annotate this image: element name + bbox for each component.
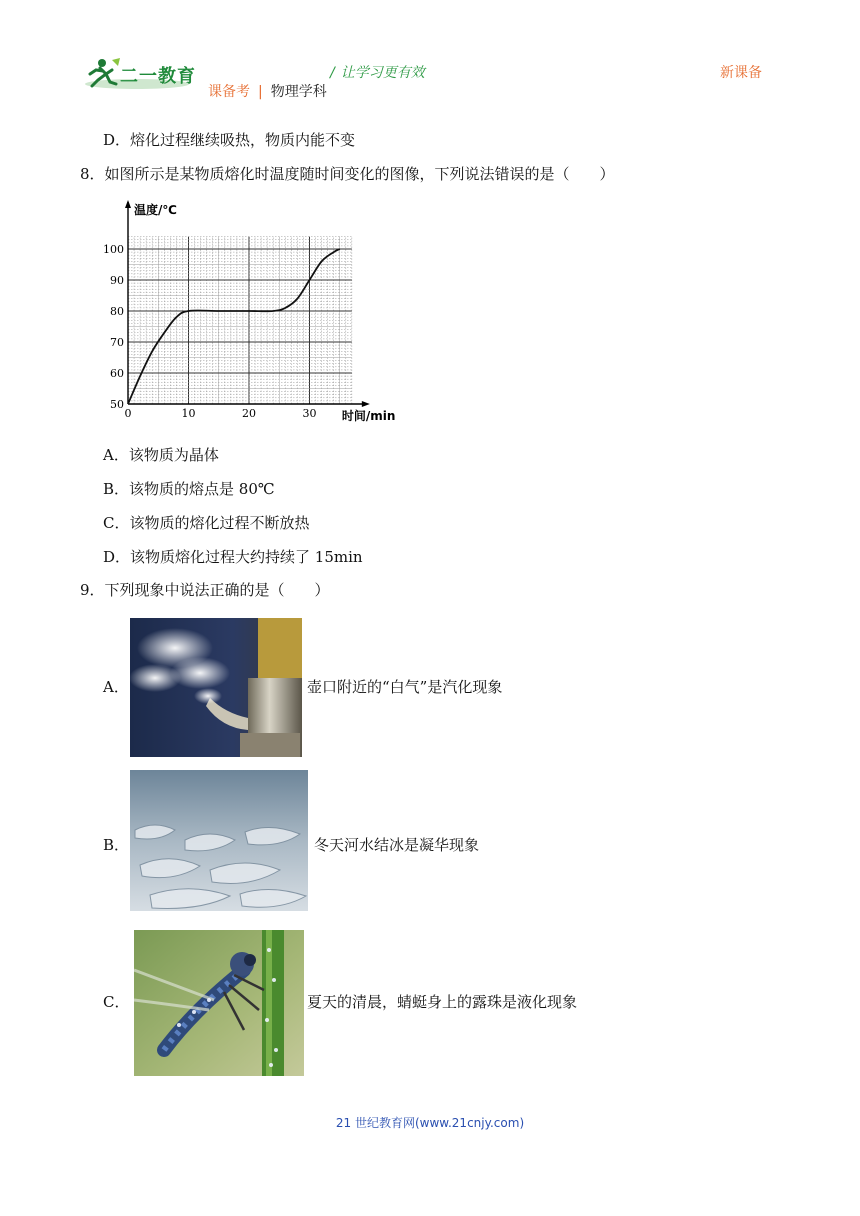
q8-option-c: C．该物质的熔化过程不断放热 — [103, 514, 310, 532]
dragonfly-dew-image — [134, 930, 304, 1076]
melting-curve-chart — [96, 196, 406, 428]
q8-stem: 8．如图所示是某物质熔化时温度随时间变化的图像，下列说法错误的是（ ） — [80, 165, 615, 183]
y-tick-label: 100 — [103, 243, 124, 256]
q9-option-a-text: 壶口附近的“白气”是汽化现象 — [307, 678, 503, 696]
y-tick-label: 50 — [110, 398, 124, 411]
q9-option-a-label: A． — [103, 678, 129, 696]
header-slogan — [330, 62, 425, 82]
q7-option-d: D．熔化过程继续吸热，物质内能不变 — [103, 131, 356, 149]
y-tick-label: 90 — [110, 274, 124, 287]
subtitle-left: 课备考 — [208, 84, 250, 100]
x-tick-label: 10 — [181, 407, 196, 420]
subtitle-right: 物理学科 — [270, 84, 327, 100]
y-tick-label: 70 — [110, 336, 124, 349]
subtitle-separator: | — [258, 84, 263, 100]
header-subtitle — [208, 81, 327, 101]
x-tick-label: 20 — [242, 407, 256, 420]
y-axis-label: 温度/℃ — [134, 203, 177, 217]
q9-option-b-label: B． — [103, 836, 130, 854]
q9-option-c-text: 夏天的清晨，蜻蜓身上的露珠是液化现象 — [307, 993, 578, 1011]
q8-option-d: D．该物质熔化过程大约持续了 15min — [103, 548, 363, 566]
y-tick-label: 80 — [110, 305, 124, 318]
q8-option-a: A．该物质为晶体 — [103, 446, 219, 464]
q8-option-b: B．该物质的熔点是 80℃ — [103, 480, 275, 498]
x-axis-arrow — [362, 401, 370, 407]
q9-option-c-label: C． — [103, 993, 130, 1011]
y-tick-label: 60 — [110, 367, 124, 380]
logo-text: 二一教育 — [120, 66, 196, 87]
x-axis-label: 时间/min — [341, 409, 396, 423]
q9-stem: 9．下列现象中说法正确的是（ ） — [80, 581, 330, 599]
y-axis-arrow — [125, 200, 131, 208]
footer-text: 21 世纪教育网(www.21cnjy.com) — [335, 1116, 525, 1130]
slogan-slash: / — [330, 65, 335, 81]
header-new-course: 新课备 — [720, 65, 762, 81]
frozen-river-image — [130, 770, 308, 911]
slogan-text: 让学习更有效 — [340, 65, 425, 81]
q9-option-b-text: 冬天河水结冰是凝华现象 — [314, 836, 480, 854]
x-tick-label: 0 — [124, 407, 132, 420]
x-tick-label: 30 — [302, 407, 317, 420]
kettle-steam-image — [130, 618, 302, 757]
